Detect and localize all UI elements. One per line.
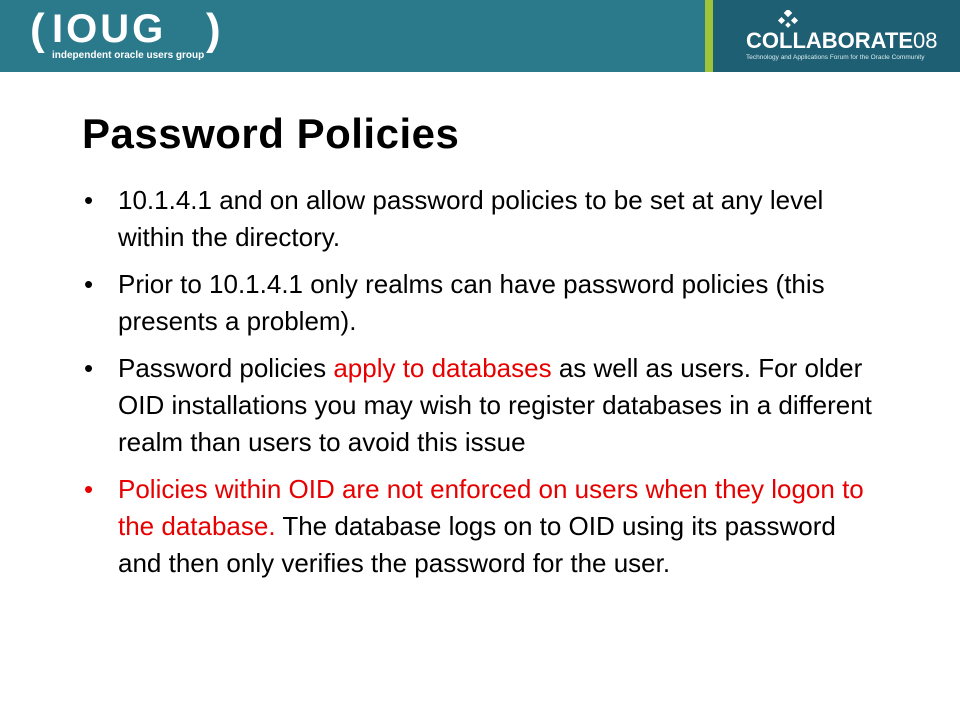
collaborate-year: 08 <box>913 28 938 53</box>
bullet-item <box>84 471 874 582</box>
bullet-text: The database logs on to OID using its password and then only verifies the password for the user. <box>118 511 836 578</box>
bullet-text: Prior to 10.1.4.1 only realms can have password policies (this presents a problem). <box>118 269 825 336</box>
ioug-wordmark: IOUG <box>52 7 167 51</box>
collaborate-logo <box>728 10 954 66</box>
ioug-bracket-right: ) <box>206 5 221 54</box>
bullet-text: 10.1.4.1 and on allow password policies to be set at any level within the directory. <box>118 185 824 252</box>
diamond-cluster-icon <box>776 10 802 30</box>
bullet-item <box>84 350 874 461</box>
bullet-item <box>84 266 874 340</box>
bullet-item <box>84 182 874 256</box>
collaborate-name: COLLABORATE <box>746 28 914 53</box>
bullet-text: as well as users. For older OID installations you may wish to register databases in a different realm than users to avoid this issue <box>118 353 872 457</box>
bullet-list <box>84 182 874 592</box>
ioug-logo <box>30 6 230 66</box>
collaborate-wordmark <box>746 28 938 54</box>
bullet-text-highlight: apply to databases <box>333 353 552 383</box>
bullet-marker: • <box>84 185 94 215</box>
slide-title: Password Policies <box>82 110 460 157</box>
bullet-text: Password policies <box>118 353 334 383</box>
header-band <box>0 0 960 72</box>
header-band-accent <box>705 0 713 72</box>
bullet-marker: • <box>84 269 94 299</box>
bullet-marker: • <box>84 474 94 504</box>
bullet-text-highlight: Policies within OID are not enforced on users when they logon to the database. <box>118 474 864 541</box>
collaborate-tagline: Technology and Applications Forum for the Oracle Community <box>746 54 925 61</box>
ioug-tagline: independent oracle users group <box>52 50 205 61</box>
ioug-bracket-left: ( <box>30 5 45 54</box>
bullet-marker: • <box>84 353 94 383</box>
